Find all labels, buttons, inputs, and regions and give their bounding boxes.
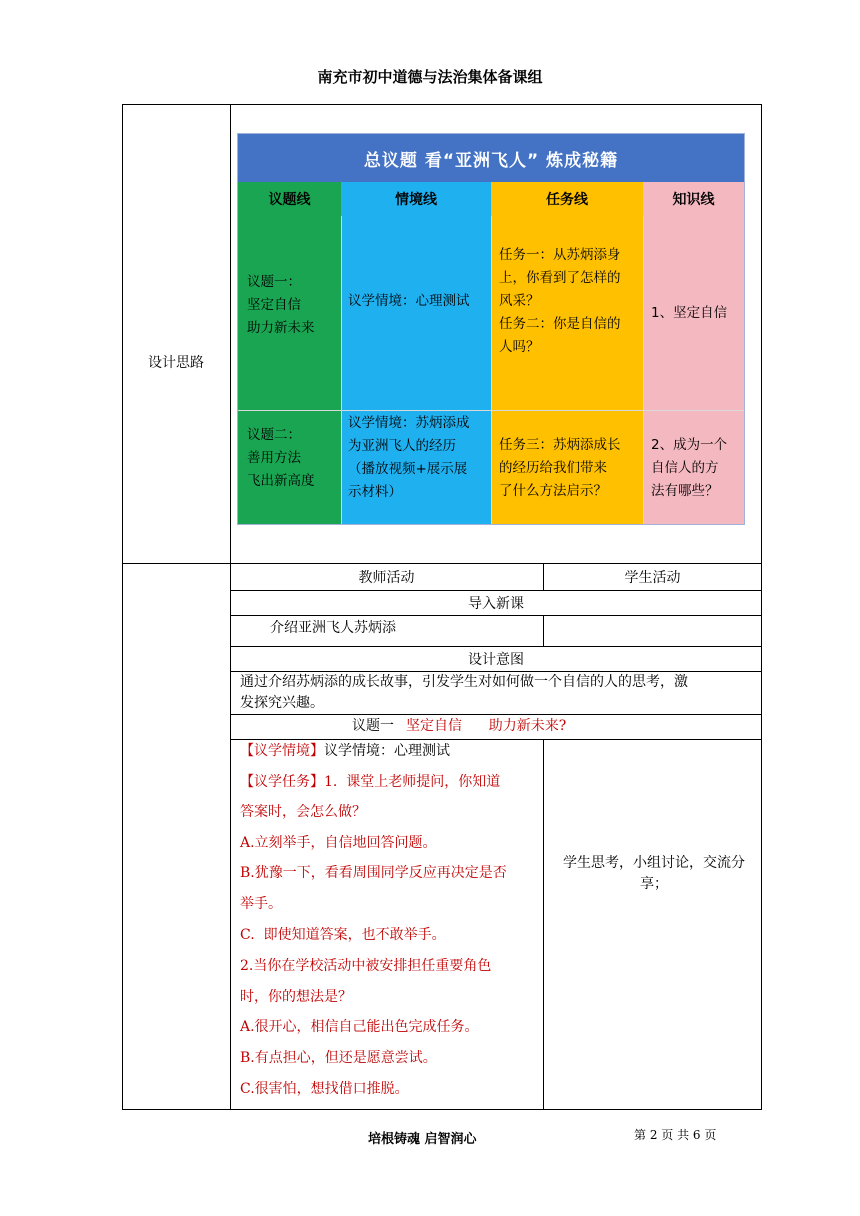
topic1-prefix: 议题一 (352, 718, 394, 734)
intent-text-line: 发探究兴趣。 (240, 695, 324, 711)
intent-title: 设计意图 (468, 651, 524, 668)
row1-knowledge-line: 1、坚定自信 (651, 305, 728, 321)
row1-task-line: 任务二：你是自信的 (499, 316, 621, 332)
row2-topic-line: 议题二： (247, 427, 301, 443)
row1-knowledge (651, 302, 743, 325)
row2-task-line: 任务三：苏炳添成长 (499, 437, 621, 453)
q1-option-b-cont: 举手。 (240, 896, 282, 912)
situation-tag: 【议学情境】 (240, 743, 324, 759)
intent-text-line: 通过介绍苏炳添的成长故事，引发学生对如何做一个自信的人的思考，激 (240, 674, 688, 690)
row1-topic-line: 议题一： (247, 274, 301, 290)
column-header-situation: 情境线 (341, 182, 491, 216)
q1-option-b: B.犹豫一下，看看周围同学反应再决定是否 (240, 865, 507, 881)
column-divider (543, 739, 544, 1110)
student-activity-line: 学生思考，小组讨论，交流分 (563, 855, 745, 871)
row2-task-line: 了什么方法启示？ (499, 483, 607, 499)
row2-topic-line: 飞出新高度 (247, 473, 315, 489)
topic-graphic (237, 133, 745, 525)
row2-knowledge-line: 法有哪些？ (651, 483, 719, 499)
column-header-task: 任务线 (491, 182, 643, 216)
student-activity-header: 学生活动 (624, 569, 681, 586)
row-line (230, 739, 762, 740)
intro-title: 导入新课 (468, 595, 524, 612)
q2-line: 时，你的想法是？ (240, 989, 352, 1005)
column-header-topic: 议题线 (238, 182, 341, 216)
footer-motto: 培根铸魂 启智润心 (368, 1132, 477, 1147)
graphic-title: 总议题 看“亚洲飞人” 炼成秘籍 (238, 134, 744, 182)
row1-task-line: 上，你看到了怎样的 (499, 270, 621, 286)
q2-line: 2.当你在学校活动中被安排担任重要角色 (240, 958, 492, 974)
q2-option-a: A.很开心，相信自己能出色完成任务。 (240, 1019, 479, 1035)
intro-teacher-text: 介绍亚洲飞人苏炳添 (270, 620, 396, 636)
row2-knowledge (651, 434, 743, 503)
task-q1-line: 答案时，会怎么做？ (240, 804, 366, 820)
row2-situation-line: 议学情境：苏炳添成 (348, 415, 470, 431)
column-divider (543, 615, 544, 646)
row-line (230, 714, 762, 715)
row1-topic (247, 271, 339, 340)
row1-topic-line: 坚定自信 (247, 297, 301, 313)
topic1-title: 坚定自信 助力新未来? (406, 718, 567, 734)
row-line (230, 615, 762, 616)
graphic-col-divider-3 (643, 216, 644, 524)
q2-option-c: C.很害怕，想找借口推脱。 (240, 1081, 409, 1097)
graphic-col-divider-2 (491, 216, 492, 524)
student-activity-line: 享； (640, 876, 668, 892)
row2-task (499, 434, 641, 503)
situation-text: 议学情境：心理测试 (324, 743, 450, 759)
row2-task-line: 的经历给我们带来 (499, 460, 607, 476)
row1-task (499, 244, 641, 359)
row1-task-line: 人吗？ (499, 339, 540, 355)
design-label: 设计思路 (148, 355, 204, 371)
q2-option-b: B.有点担心，但还是愿意尝试。 (240, 1050, 437, 1066)
task-q1-line: 1. 课堂上老师提问，你知道 (324, 774, 501, 790)
row1-task-line: 风采？ (499, 293, 540, 309)
page-header: 南充市初中道德与法治集体备课组 (317, 68, 543, 86)
q1-option-a: A.立刻举手，自信地回答问题。 (240, 835, 437, 851)
task-tag: 【议学任务】 (240, 774, 324, 790)
teacher-activity-header: 教师活动 (358, 569, 415, 586)
row1-situation (348, 290, 490, 313)
row2-knowledge-line: 2、成为一个 (651, 437, 728, 453)
row2-situation-line: （播放视频+展示展 (348, 461, 468, 477)
page-number: 第 2 页 共 6 页 (634, 1128, 717, 1142)
row2-topic-line: 善用方法 (247, 450, 301, 466)
row2-topic (247, 424, 339, 493)
student-activity-text (550, 853, 758, 895)
row2-situation-line: 为亚洲飞人的经历 (348, 438, 456, 454)
column-header-knowledge: 知识线 (643, 182, 744, 216)
row1-task-line: 任务一：从苏炳添身 (499, 247, 621, 263)
graphic-col-divider-1 (341, 216, 342, 524)
row1-topic-line: 助力新未来 (247, 320, 315, 336)
q1-option-c: C. 即使知道答案，也不敢举手。 (240, 927, 446, 943)
row1-situation-line: 议学情境：心理测试 (348, 293, 470, 309)
row2-situation (348, 412, 490, 504)
row2-knowledge-line: 自信人的方 (651, 460, 719, 476)
row2-situation-line: 示材料） (348, 484, 402, 500)
